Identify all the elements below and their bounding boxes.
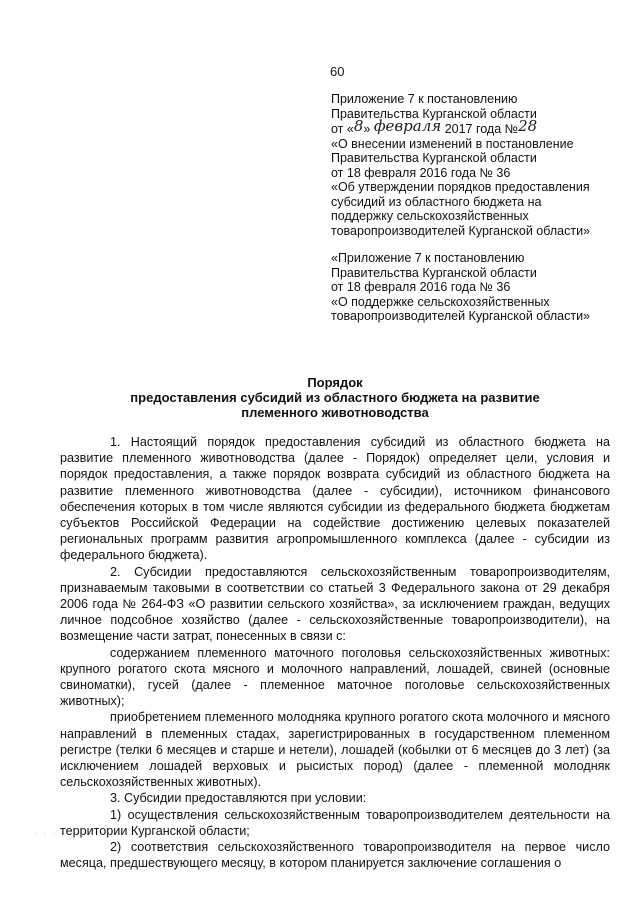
header-line: Правительства Курганской области [331,265,537,280]
paragraph: 2. Субсидии предоставляются сельскохозяйственным товаропроизводителям, признаваемым таковыми в соответствии со статьей 3 Федерального закона от 29 декабря 2006 года № 264-ФЗ «О развитии сельского хозяйства», за исключением граждан, ведущих личное подсобное хозяйство (далее - сельскохозяйственные товаропроизводители), на возмещение части затрат, понесенных в связи с: [60,564,610,644]
header-line: субсидий из областного бюджета на [331,194,542,209]
approval-header [331,92,631,324]
paragraph: 1. Настоящий порядок предоставления субсидий из областного бюджета на развитие племенного животноводства (далее - Порядок) определяет цели, условия и порядок предоставления, а также порядок возврата субсидий из областного бюджета на развитие племенного животноводства (далее - субсидии), источником финансового обеспечения которых в том числе являются субсидии из федерального бюджета бюджетам субъектов Российской Федерации на содействие достижению целевых показателей региональных программ развития агропромышленного комплекса (далее - субсидии из федерального бюджета). [60,435,610,563]
title-line: предоставления субсидий из областного бюджета на развитие [130,390,540,405]
page-number: 60 [330,64,345,79]
paragraph: 2) соответствия сельскохозяйственного товаропроизводителя на первое число месяца, предшествующего месяцу, в котором планируется заключение соглашения о [60,840,610,871]
paragraph: 3. Субсидии предоставляются при условии: [110,791,367,806]
header-date-line: от «8» февраля 2017 года №28 [331,117,538,136]
document-title [60,375,610,420]
title-line: Порядок [307,375,363,390]
header-line: от 18 февраля 2016 года № 36 [331,165,511,180]
paragraph: приобретением племенного молодняка крупного рогатого скота молочного и мясного направлений в племенных стадах, зарегистрированных в государственном племенном регистре (телки 6 месяцев и старше и нетели), лошадей (кобылки от 6 месяцев до 3 лет) (за исключением лошадей верховых и рысистых пород) (далее - племенной молодняк сельскохозяйственных животных). [60,710,610,790]
scan-margin-mark: · · · · [34,828,68,838]
header-line: поддержку сельскохозяйственных [331,209,529,223]
handwritten-day: 8 [353,117,364,135]
header-line: Правительства Курганской области [331,151,537,165]
header-line: от 18 февраля 2016 года № 36 [331,280,511,294]
paragraph: 1) осуществления сельскохозяйственным товаропроизводителем деятельности на территории Курганской области; [60,807,610,838]
header-line: Приложение 7 к постановлению [331,92,518,106]
paragraph: содержанием племенного маточного поголовья сельскохозяйственных животных: крупного рогатого скота мясного и молочного направлений, лошадей, свиней (основные свиноматки), гусей (далее - племенное маточное поголовье сельскохозяйственных животных); [60,645,610,709]
handwritten-month: февраля [373,117,442,135]
header-line: Правительства Курганской области [331,106,537,121]
header-line: «Об утверждении порядков предоставления [331,180,590,194]
handwritten-number: 28 [518,117,538,135]
header-line: «О поддержке сельскохозяйственных [331,294,550,309]
header-line: товаропроизводителей Курганской области» [331,309,591,323]
title-line: племенного животноводства [241,405,429,420]
document-body [60,434,610,871]
header-line: «Приложение 7 к постановлению [331,251,525,265]
header-line: товаропроизводителей Курганской области» [331,223,591,238]
header-line: «О внесении изменений в постановление [331,136,574,151]
